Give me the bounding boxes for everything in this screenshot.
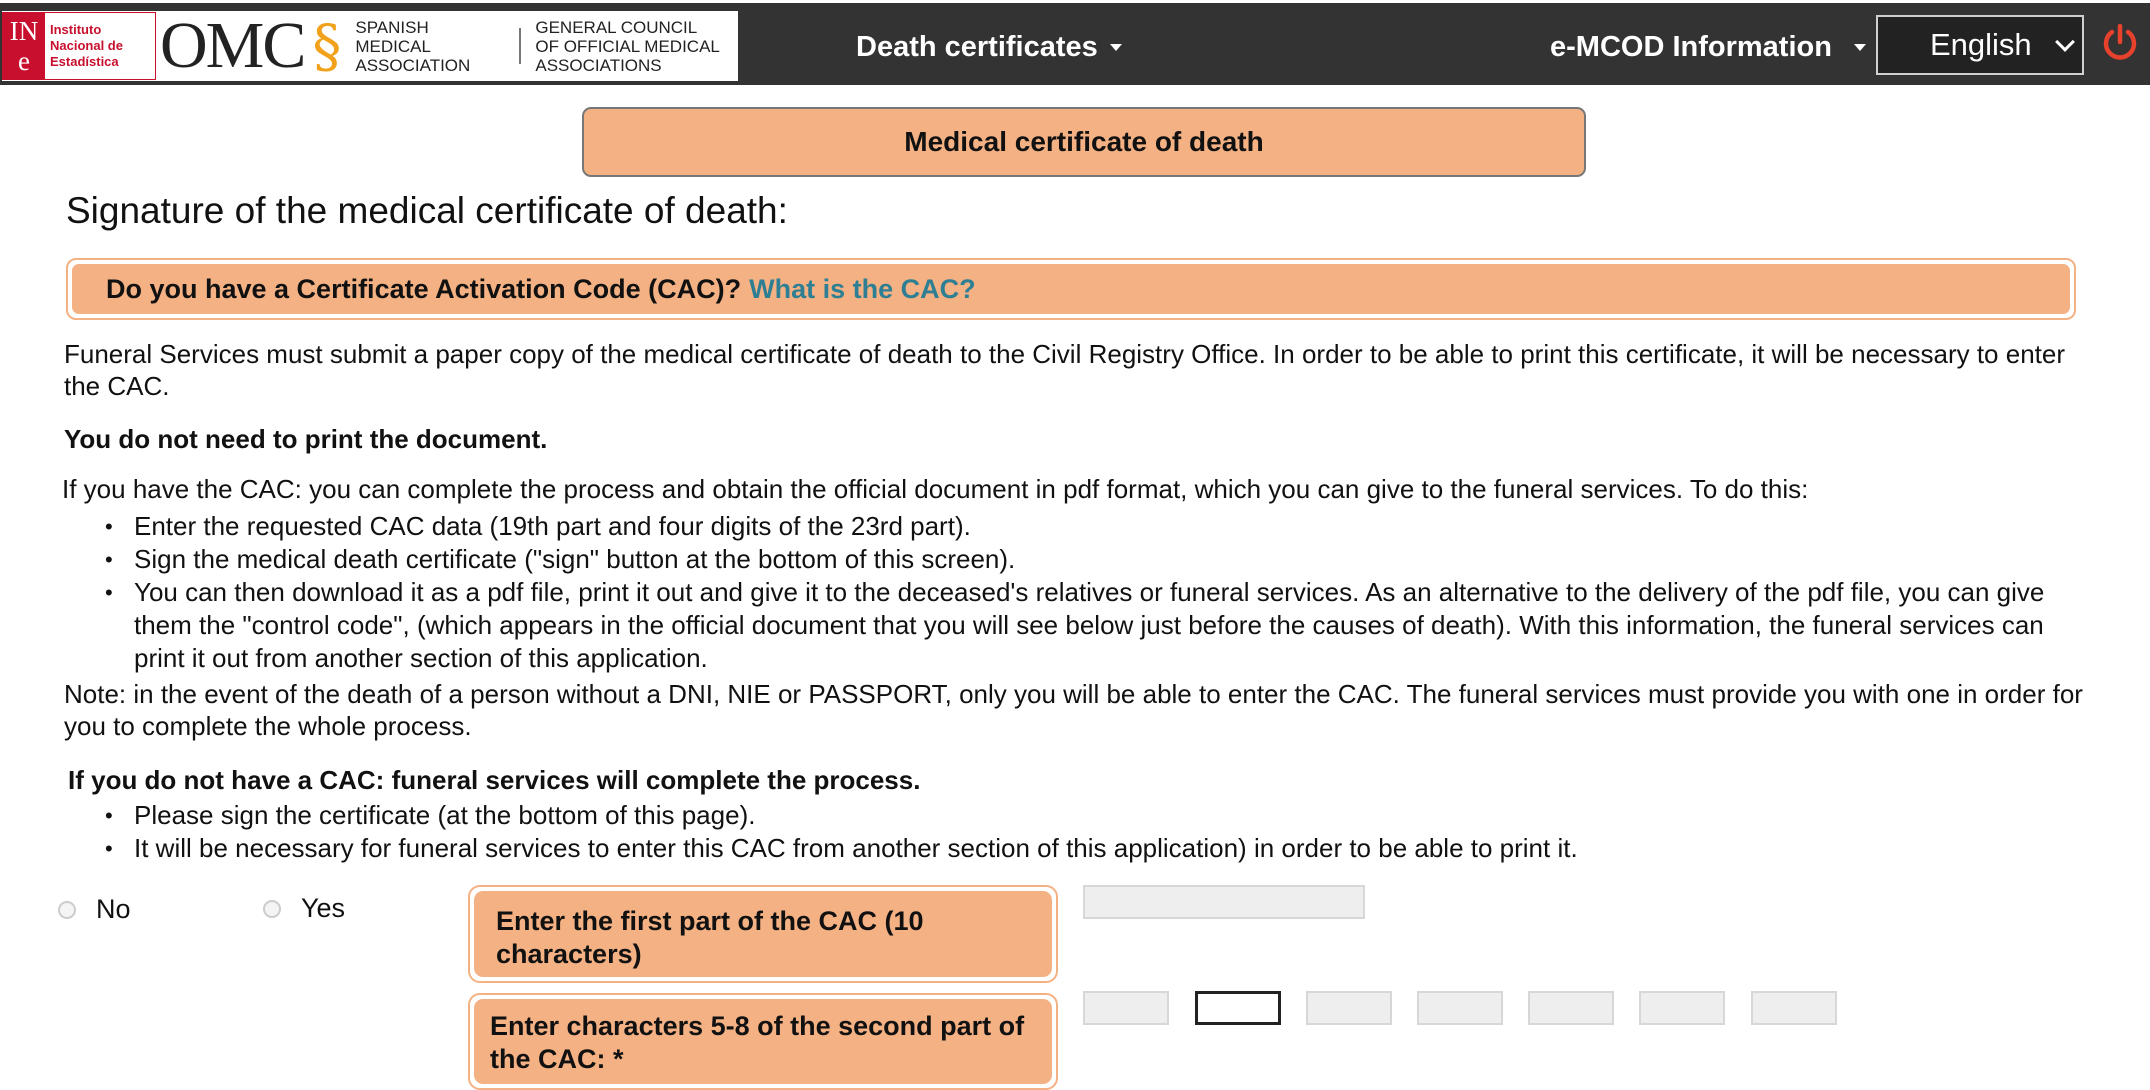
list-item: • It will be necessary for funeral services to enter this CAC from another section of this application) in order to be able to print it. bbox=[105, 832, 2080, 865]
general-council-text bbox=[535, 18, 720, 75]
gc-line: ASSOCIATIONS bbox=[535, 55, 662, 75]
second-part-label: Enter characters 5-8 of the second part of the CAC: * bbox=[474, 999, 1052, 1084]
spanish-medical-association-text bbox=[355, 18, 515, 75]
sma-line: ASSOCIATION bbox=[355, 55, 471, 75]
ine-logo-mark-bottom: e bbox=[18, 46, 30, 76]
radio-yes-circle[interactable] bbox=[263, 900, 281, 918]
cac-question-bar bbox=[72, 264, 2070, 314]
cac-second-part-input-5[interactable] bbox=[1528, 991, 1614, 1025]
cac-second-part-input-3[interactable] bbox=[1306, 991, 1392, 1025]
cac-question-text: Do you have a Certificate Activation Code (CAC)? bbox=[106, 273, 742, 304]
top-navigation-bar bbox=[0, 3, 2150, 85]
death-certificates-menu-label: Death certificates bbox=[856, 31, 1098, 63]
note-paragraph: Note: in the event of the death of a person without a DNI, NIE or PASSPORT, only you will be able to enter the CAC. The funeral services must provide you with one in order for you to complete the whole process. bbox=[64, 679, 2083, 741]
omc-caduceus-icon: § bbox=[312, 12, 342, 80]
cac-second-part-input-4[interactable] bbox=[1417, 991, 1503, 1025]
gc-line: GENERAL COUNCIL bbox=[535, 17, 698, 37]
have-cac-paragraph: If you have the CAC: you can complete the process and obtain the official document in pdf format, which you can give to the funeral services. To do this: bbox=[62, 474, 1809, 504]
cac-first-part-input[interactable] bbox=[1083, 885, 1365, 919]
radio-yes-label: Yes bbox=[301, 893, 346, 923]
ine-logo-mark-top: IN bbox=[9, 16, 39, 46]
second-part-label-box bbox=[468, 993, 1058, 1090]
cac-second-part-input-6[interactable] bbox=[1639, 991, 1725, 1025]
power-icon[interactable] bbox=[2100, 23, 2140, 63]
partner-logos bbox=[2, 11, 738, 81]
no-print-note: You do not need to print the document. bbox=[64, 424, 548, 454]
list-item: • Sign the medical death certificate ("sign" button at the bottom of this screen). bbox=[105, 543, 2080, 576]
omc-logo: OMC bbox=[160, 9, 305, 82]
gc-line: OF OFFICIAL MEDICAL bbox=[535, 36, 720, 56]
cac-second-part-input-2[interactable] bbox=[1195, 991, 1281, 1025]
ine-logo-mark bbox=[3, 13, 45, 79]
cac-second-part-input-1[interactable] bbox=[1083, 991, 1169, 1025]
cac-question-panel bbox=[66, 258, 2076, 320]
ine-logo-line-1: Instituto bbox=[50, 22, 102, 37]
sma-line: SPANISH bbox=[355, 17, 429, 37]
what-is-cac-link[interactable]: What is the CAC? bbox=[749, 273, 976, 304]
section-heading: Signature of the medical certificate of death: bbox=[66, 190, 788, 231]
emcod-information-menu[interactable] bbox=[1550, 25, 1866, 69]
ine-logo-line-2: Nacional de bbox=[50, 38, 123, 53]
logo-divider bbox=[519, 28, 521, 64]
radio-no-circle[interactable] bbox=[58, 901, 76, 919]
list-item: • Please sign the certificate (at the bottom of this page). bbox=[105, 799, 2080, 832]
intro-paragraph: Funeral Services must submit a paper copy of the medical certificate of death to the Civil Registry Office. In order to be able to print this certificate, it will be necessary to enter the CAC. bbox=[64, 339, 2065, 401]
radio-yes[interactable] bbox=[263, 893, 345, 924]
caret-down-icon bbox=[1110, 44, 1122, 51]
death-certificates-menu[interactable] bbox=[856, 25, 1122, 69]
no-cac-heading: If you do not have a CAC: funeral services will complete the process. bbox=[68, 765, 921, 795]
language-select[interactable] bbox=[1876, 15, 2084, 75]
no-cac-steps-list bbox=[105, 799, 2080, 865]
sma-line: MEDICAL bbox=[355, 36, 431, 56]
caret-down-icon bbox=[1854, 44, 1866, 51]
page-title: Medical certificate of death bbox=[582, 107, 1586, 177]
list-item: • You can then download it as a pdf file, print it out and give it to the deceased's relatives or funeral services. As an alternative to the delivery of the pdf file, you can give them the "control code", (which appears in the official document that you will see below just before the causes of death). With this information, the funeral services can print it out from another section of this application. bbox=[105, 576, 2080, 675]
radio-no-label: No bbox=[96, 894, 131, 924]
ine-logo-line-3: Estadística bbox=[50, 54, 119, 69]
first-part-label: Enter the first part of the CAC (10 characters) bbox=[474, 891, 1052, 977]
cac-second-part-input-7[interactable] bbox=[1751, 991, 1837, 1025]
ine-logo-text bbox=[45, 13, 155, 79]
language-select-value: English bbox=[1930, 27, 2032, 62]
list-item: • Enter the requested CAC data (19th part and four digits of the 23rd part). bbox=[105, 510, 2080, 543]
chevron-down-icon bbox=[2055, 32, 2075, 52]
emcod-information-menu-label: e-MCOD Information bbox=[1550, 31, 1832, 63]
first-part-label-box bbox=[468, 885, 1058, 983]
have-cac-steps-list bbox=[105, 510, 2080, 675]
ine-logo bbox=[2, 12, 156, 80]
radio-no[interactable] bbox=[58, 894, 131, 925]
